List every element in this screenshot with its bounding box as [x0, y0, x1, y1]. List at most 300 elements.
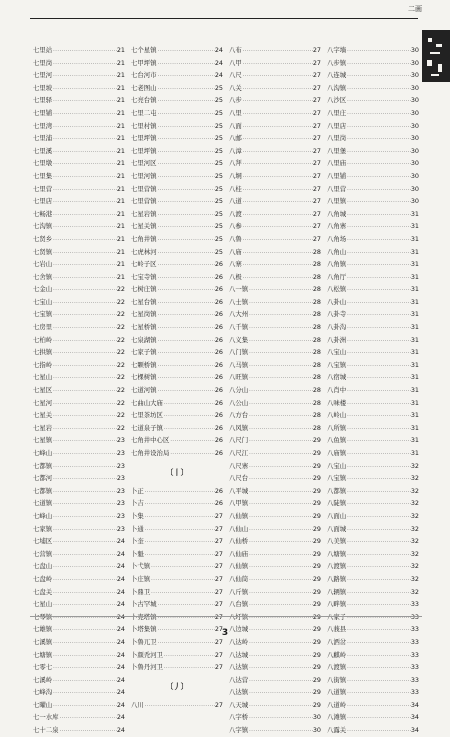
- dot-leader: [346, 599, 411, 611]
- entry-term: 八岭山: [327, 411, 347, 420]
- entry-term: 七都镇: [33, 486, 53, 495]
- entry-page: 29: [312, 562, 321, 571]
- entry-term: 七溪镇: [33, 637, 53, 646]
- dot-leader: [52, 259, 117, 271]
- entry-page: 27: [312, 159, 321, 168]
- entry-term: 八天城: [229, 700, 249, 709]
- index-entry: [33, 82, 125, 95]
- entry-term: 八达营: [229, 675, 249, 684]
- entry-page: 30: [410, 71, 419, 80]
- entry-page: 29: [312, 650, 321, 659]
- index-entry: [33, 183, 125, 196]
- index-entry: [229, 82, 321, 95]
- index-entry: [131, 170, 223, 183]
- dot-leader: [346, 184, 411, 196]
- entry-term: 八仙镇: [229, 511, 249, 520]
- entry-term: 八达城: [229, 650, 249, 659]
- entry-page: 30: [410, 83, 419, 92]
- entry-term: 八一镇: [229, 285, 249, 294]
- dot-leader: [52, 486, 117, 498]
- index-entry: [229, 397, 321, 410]
- dot-leader: [248, 599, 313, 611]
- entry-term: 七岭子区: [131, 260, 157, 269]
- index-entry: [327, 183, 419, 196]
- dot-leader: [52, 498, 117, 510]
- index-entry: [229, 724, 321, 737]
- index-entry: [131, 346, 223, 359]
- dot-leader: [248, 423, 313, 435]
- entry-page: 30: [410, 58, 419, 67]
- entry-term: 七亮台镇: [131, 96, 157, 105]
- entry-term: 卜鲁丹河卫: [131, 663, 163, 672]
- entry-term: 七峰山: [33, 449, 53, 457]
- index-entry: [229, 510, 321, 523]
- entry-term: 七星山: [33, 373, 53, 382]
- index-columns: [30, 44, 422, 735]
- entry-page: 25: [214, 96, 223, 105]
- header-rule: [30, 18, 418, 19]
- index-entry: [33, 220, 125, 233]
- entry-term: 八道镇: [327, 688, 347, 697]
- entry-term: 七里河镇: [131, 171, 157, 180]
- index-entry: [131, 359, 223, 372]
- dot-leader: [346, 247, 411, 259]
- dot-leader: [248, 385, 313, 397]
- dot-leader: [157, 372, 215, 384]
- entry-term: 七埔区: [33, 537, 53, 546]
- entry-term: 七里村镇: [131, 121, 157, 130]
- index-entry: [229, 485, 321, 498]
- index-entry: [327, 157, 419, 170]
- entry-page: 30: [410, 197, 419, 206]
- dot-leader: [169, 448, 215, 460]
- index-entry: [327, 233, 419, 246]
- dot-leader: [346, 650, 411, 662]
- entry-term: 七盘山: [33, 562, 53, 571]
- entry-page: 27: [312, 197, 321, 206]
- entry-page: 32: [410, 461, 419, 470]
- index-entry: [131, 132, 223, 145]
- dot-leader: [346, 108, 411, 120]
- entry-page: 25: [214, 171, 223, 180]
- dot-leader: [52, 372, 117, 384]
- entry-page: 33: [410, 650, 419, 659]
- dot-leader: [157, 297, 215, 309]
- index-entry: [33, 422, 125, 435]
- dot-leader: [346, 612, 411, 624]
- entry-term: 八角镇: [327, 260, 347, 269]
- entry-term: 七里坡: [33, 83, 53, 92]
- index-entry: [131, 447, 223, 460]
- dot-leader: [248, 486, 313, 498]
- index-entry: [229, 661, 321, 674]
- index-entry: [131, 560, 223, 573]
- entry-page: 34: [410, 726, 419, 735]
- dot-leader: [157, 95, 215, 107]
- index-entry: [229, 523, 321, 536]
- entry-term: 八字墙: [327, 46, 347, 54]
- entry-page: 32: [410, 562, 419, 571]
- entry-term: 八义集: [229, 335, 249, 344]
- entry-term: 七贤乡: [33, 234, 53, 243]
- entry-page: 32: [410, 537, 419, 546]
- dot-leader: [346, 209, 411, 221]
- entry-page: 22: [116, 398, 125, 407]
- entry-page: 24: [116, 650, 125, 659]
- dot-leader: [346, 561, 411, 573]
- entry-term: 七里营镇: [131, 197, 157, 206]
- entry-term: 七溪岭: [33, 675, 53, 684]
- entry-page: 26: [214, 310, 223, 319]
- index-entry: [327, 107, 419, 120]
- entry-term: 八关: [229, 83, 242, 92]
- index-entry: [229, 120, 321, 133]
- index-entry: [33, 208, 125, 221]
- index-entry: [33, 573, 125, 586]
- entry-page: 27: [214, 600, 223, 609]
- entry-page: 33: [410, 637, 419, 646]
- entry-term: 八里铺: [327, 171, 347, 180]
- entry-term: 八道岭: [327, 700, 347, 709]
- dot-leader: [52, 587, 117, 599]
- dot-leader: [52, 70, 117, 82]
- entry-page: 27: [312, 222, 321, 231]
- index-entry: [229, 69, 321, 82]
- index-entry: [229, 145, 321, 158]
- entry-page: 32: [410, 549, 419, 558]
- entry-page: 29: [312, 675, 321, 684]
- entry-page: 28: [312, 373, 321, 382]
- dot-leader: [346, 637, 411, 649]
- entry-page: 29: [312, 637, 321, 646]
- dot-leader: [52, 171, 117, 183]
- entry-page: 26: [214, 411, 223, 420]
- dot-leader: [144, 498, 215, 510]
- dot-leader: [52, 410, 117, 422]
- dot-leader: [242, 158, 313, 170]
- entry-term: 卜魁: [131, 549, 144, 558]
- entry-term: 卜克塔镇: [131, 612, 157, 621]
- dot-leader: [248, 637, 313, 649]
- entry-term: 七泉湖镇: [131, 335, 157, 344]
- index-entry: [229, 711, 321, 724]
- entry-term: 八道: [229, 197, 242, 206]
- dot-leader: [157, 360, 215, 372]
- entry-term: 八角城: [327, 209, 347, 218]
- dot-leader: [346, 385, 411, 397]
- dot-leader: [52, 612, 117, 624]
- entry-page: 28: [312, 423, 321, 432]
- index-entry: [229, 334, 321, 347]
- index-entry: [327, 82, 419, 95]
- entry-page: 21: [116, 146, 125, 155]
- index-entry: [33, 586, 125, 599]
- entry-term: 七星河: [33, 398, 53, 407]
- dot-leader: [248, 372, 313, 384]
- entry-term: 八方台: [229, 411, 249, 420]
- entry-term: 八味楼: [327, 398, 347, 407]
- entry-page: 26: [214, 499, 223, 508]
- entry-page: 27: [214, 574, 223, 583]
- entry-term: 八门镇: [229, 348, 249, 357]
- index-entry: [131, 409, 223, 422]
- entry-term: 八千镇: [229, 323, 249, 332]
- entry-term: 八尺寨: [229, 461, 249, 470]
- index-entry: [327, 649, 419, 662]
- entry-term: 八甲: [229, 58, 242, 67]
- dot-leader: [346, 410, 411, 422]
- entry-term: 八尺门: [229, 436, 249, 445]
- index-entry: [327, 434, 419, 447]
- entry-page: 34: [410, 713, 419, 722]
- entry-term: 八庙镇: [327, 449, 347, 457]
- index-entry: [327, 535, 419, 548]
- index-entry: [33, 371, 125, 384]
- dot-leader: [52, 158, 117, 170]
- entry-page: 25: [214, 121, 223, 130]
- entry-page: 28: [312, 310, 321, 319]
- dot-leader: [346, 45, 411, 57]
- index-entry: [131, 371, 223, 384]
- dot-leader: [52, 121, 117, 133]
- entry-term: 八渡镇: [327, 562, 347, 571]
- entry-page: 22: [116, 335, 125, 344]
- dot-leader: [52, 360, 117, 372]
- entry-page: 24: [214, 71, 223, 80]
- entry-page: 27: [214, 587, 223, 596]
- entry-page: 22: [116, 348, 125, 357]
- entry-page: 31: [410, 285, 419, 294]
- entry-term: 七都镇: [33, 461, 53, 470]
- entry-page: 33: [410, 612, 419, 621]
- dot-leader: [242, 221, 313, 233]
- index-entry: [33, 485, 125, 498]
- index-entry: [327, 69, 419, 82]
- dot-leader: [248, 549, 313, 561]
- entry-term: 七里站: [33, 46, 53, 54]
- entry-page: 24: [116, 574, 125, 583]
- entry-page: 29: [312, 461, 321, 470]
- entry-page: 24: [116, 587, 125, 596]
- entry-page: 27: [214, 549, 223, 558]
- index-entry: [327, 195, 419, 208]
- entry-term: 七台河市: [131, 71, 157, 80]
- entry-page: 32: [410, 574, 419, 583]
- entry-page: 30: [410, 184, 419, 193]
- dot-leader: [242, 272, 313, 284]
- entry-page: 26: [214, 386, 223, 395]
- index-entry: [327, 145, 419, 158]
- entry-term: 八仙山: [229, 524, 249, 533]
- entry-term: 七十二泉: [33, 726, 59, 735]
- dot-leader: [144, 486, 215, 498]
- dot-leader: [248, 561, 313, 573]
- entry-term: 八边城: [229, 625, 249, 634]
- entry-term: 七星关: [33, 411, 53, 420]
- entry-term: 八路镇: [327, 574, 347, 583]
- entry-page: 26: [214, 486, 223, 495]
- entry-page: 30: [410, 134, 419, 143]
- entry-term: 八宝山: [327, 348, 347, 357]
- entry-page: 31: [410, 297, 419, 306]
- entry-term: 八卦洲: [327, 335, 347, 344]
- entry-page: 26: [214, 323, 223, 332]
- dot-leader: [52, 524, 117, 536]
- entry-term: 七里二屯: [131, 108, 157, 117]
- entry-term: 八角山: [327, 247, 347, 256]
- entry-term: 七峰山: [33, 511, 53, 520]
- entry-page: 22: [116, 360, 125, 369]
- entry-term: 八塘镇: [327, 549, 347, 558]
- dot-leader: [242, 58, 313, 70]
- entry-term: 八鱼镇: [327, 436, 347, 445]
- entry-term: 七甲坪镇: [131, 58, 157, 67]
- dot-leader: [248, 524, 313, 536]
- dot-leader: [144, 700, 215, 712]
- index-entry: [131, 434, 223, 447]
- entry-page: 30: [312, 713, 321, 722]
- entry-term: 八面山: [327, 511, 347, 520]
- dot-leader: [157, 335, 215, 347]
- index-entry: [327, 711, 419, 724]
- entry-page: 33: [410, 600, 419, 609]
- index-entry: [327, 246, 419, 259]
- entry-page: 22: [116, 386, 125, 395]
- entry-term: 八寨: [229, 260, 242, 269]
- dot-leader: [163, 398, 215, 410]
- entry-term: 卜古罕城: [131, 600, 157, 609]
- index-entry: [327, 208, 419, 221]
- dot-leader: [346, 511, 411, 523]
- index-entry: [229, 548, 321, 561]
- entry-term: 七角井设治局: [131, 449, 170, 457]
- entry-page: 26: [214, 285, 223, 294]
- entry-term: 七畅港: [33, 209, 53, 218]
- entry-term: 八川: [131, 700, 144, 709]
- entry-page: 31: [410, 335, 419, 344]
- dot-leader: [52, 234, 117, 246]
- dot-leader: [248, 335, 313, 347]
- entry-term: 七道泉子镇: [131, 423, 163, 432]
- index-entry: [327, 573, 419, 586]
- dot-leader: [144, 536, 215, 548]
- index-entry: [33, 510, 125, 523]
- entry-term: 八宝镇: [327, 474, 347, 483]
- entry-term: 八里镇: [327, 197, 347, 206]
- dot-leader: [52, 184, 117, 196]
- index-entry: [33, 195, 125, 208]
- entry-term: 七里驿: [33, 96, 53, 105]
- index-entry: [131, 157, 223, 170]
- entry-term: 七岩山: [33, 260, 53, 269]
- index-entry: [33, 94, 125, 107]
- entry-page: 22: [116, 285, 125, 294]
- dot-leader: [52, 448, 117, 460]
- entry-term: 卜鲁兀卫: [131, 637, 157, 646]
- entry-term: 八斤镇: [229, 587, 249, 596]
- entry-term: 七贤镇: [33, 247, 53, 256]
- index-entry: [229, 447, 321, 460]
- index-entry: [229, 283, 321, 296]
- entry-page: 26: [214, 436, 223, 445]
- entry-term: 八街镇: [327, 675, 347, 684]
- dot-leader: [346, 712, 411, 724]
- entry-term: 七曜山: [33, 700, 53, 709]
- dot-leader: [157, 385, 215, 397]
- dot-leader: [157, 83, 215, 95]
- index-entry: [33, 57, 125, 70]
- entry-page: 24: [116, 688, 125, 697]
- dot-leader: [242, 196, 313, 208]
- entry-term: 八旺镇: [229, 373, 249, 382]
- entry-term: 八连城: [327, 71, 347, 80]
- dot-leader: [157, 247, 215, 259]
- entry-page: 27: [312, 209, 321, 218]
- dot-leader: [248, 612, 313, 624]
- index-entry: [327, 422, 419, 435]
- entry-term: 七塘镇: [33, 650, 53, 659]
- dot-leader: [52, 511, 117, 523]
- entry-page: 21: [116, 58, 125, 67]
- entry-term: 八莪县: [327, 625, 347, 634]
- entry-page: 31: [410, 348, 419, 357]
- index-entry: [131, 57, 223, 70]
- dot-leader: [248, 536, 313, 548]
- dot-leader: [157, 347, 215, 359]
- index-entry: [131, 233, 223, 246]
- dot-leader: [346, 95, 411, 107]
- entry-page: 32: [410, 511, 419, 520]
- dot-leader: [157, 637, 215, 649]
- dot-leader: [150, 587, 215, 599]
- index-entry: [327, 560, 419, 573]
- dot-leader: [242, 146, 313, 158]
- entry-page: 29: [312, 663, 321, 672]
- index-entry: [33, 397, 125, 410]
- dot-leader: [346, 272, 411, 284]
- bottom-rule: [30, 616, 422, 617]
- index-column: [128, 44, 226, 709]
- dot-leader: [157, 184, 215, 196]
- index-entry: [33, 233, 125, 246]
- index-entry: [33, 69, 125, 82]
- index-entry: [229, 44, 321, 57]
- entry-page: 21: [116, 83, 125, 92]
- entry-term: 八美镇: [327, 537, 347, 546]
- dot-leader: [157, 158, 215, 170]
- index-entry: [131, 296, 223, 309]
- dot-leader: [242, 234, 313, 246]
- entry-page: 31: [410, 209, 419, 218]
- dot-leader: [248, 410, 313, 422]
- dot-leader: [52, 209, 117, 221]
- index-entry: [131, 82, 223, 95]
- dot-leader: [150, 574, 215, 586]
- index-entry: [33, 711, 125, 724]
- index-entry: [131, 69, 223, 82]
- entry-page: 27: [312, 184, 321, 193]
- dot-leader: [163, 662, 215, 674]
- index-entry: [229, 246, 321, 259]
- index-entry: [33, 409, 125, 422]
- index-entry: [33, 258, 125, 271]
- dot-leader: [144, 511, 215, 523]
- entry-term: 七里溪: [33, 146, 53, 155]
- entry-page: 32: [410, 524, 419, 533]
- entry-page: 32: [410, 587, 419, 596]
- dot-leader: [157, 259, 215, 271]
- index-entry: [229, 57, 321, 70]
